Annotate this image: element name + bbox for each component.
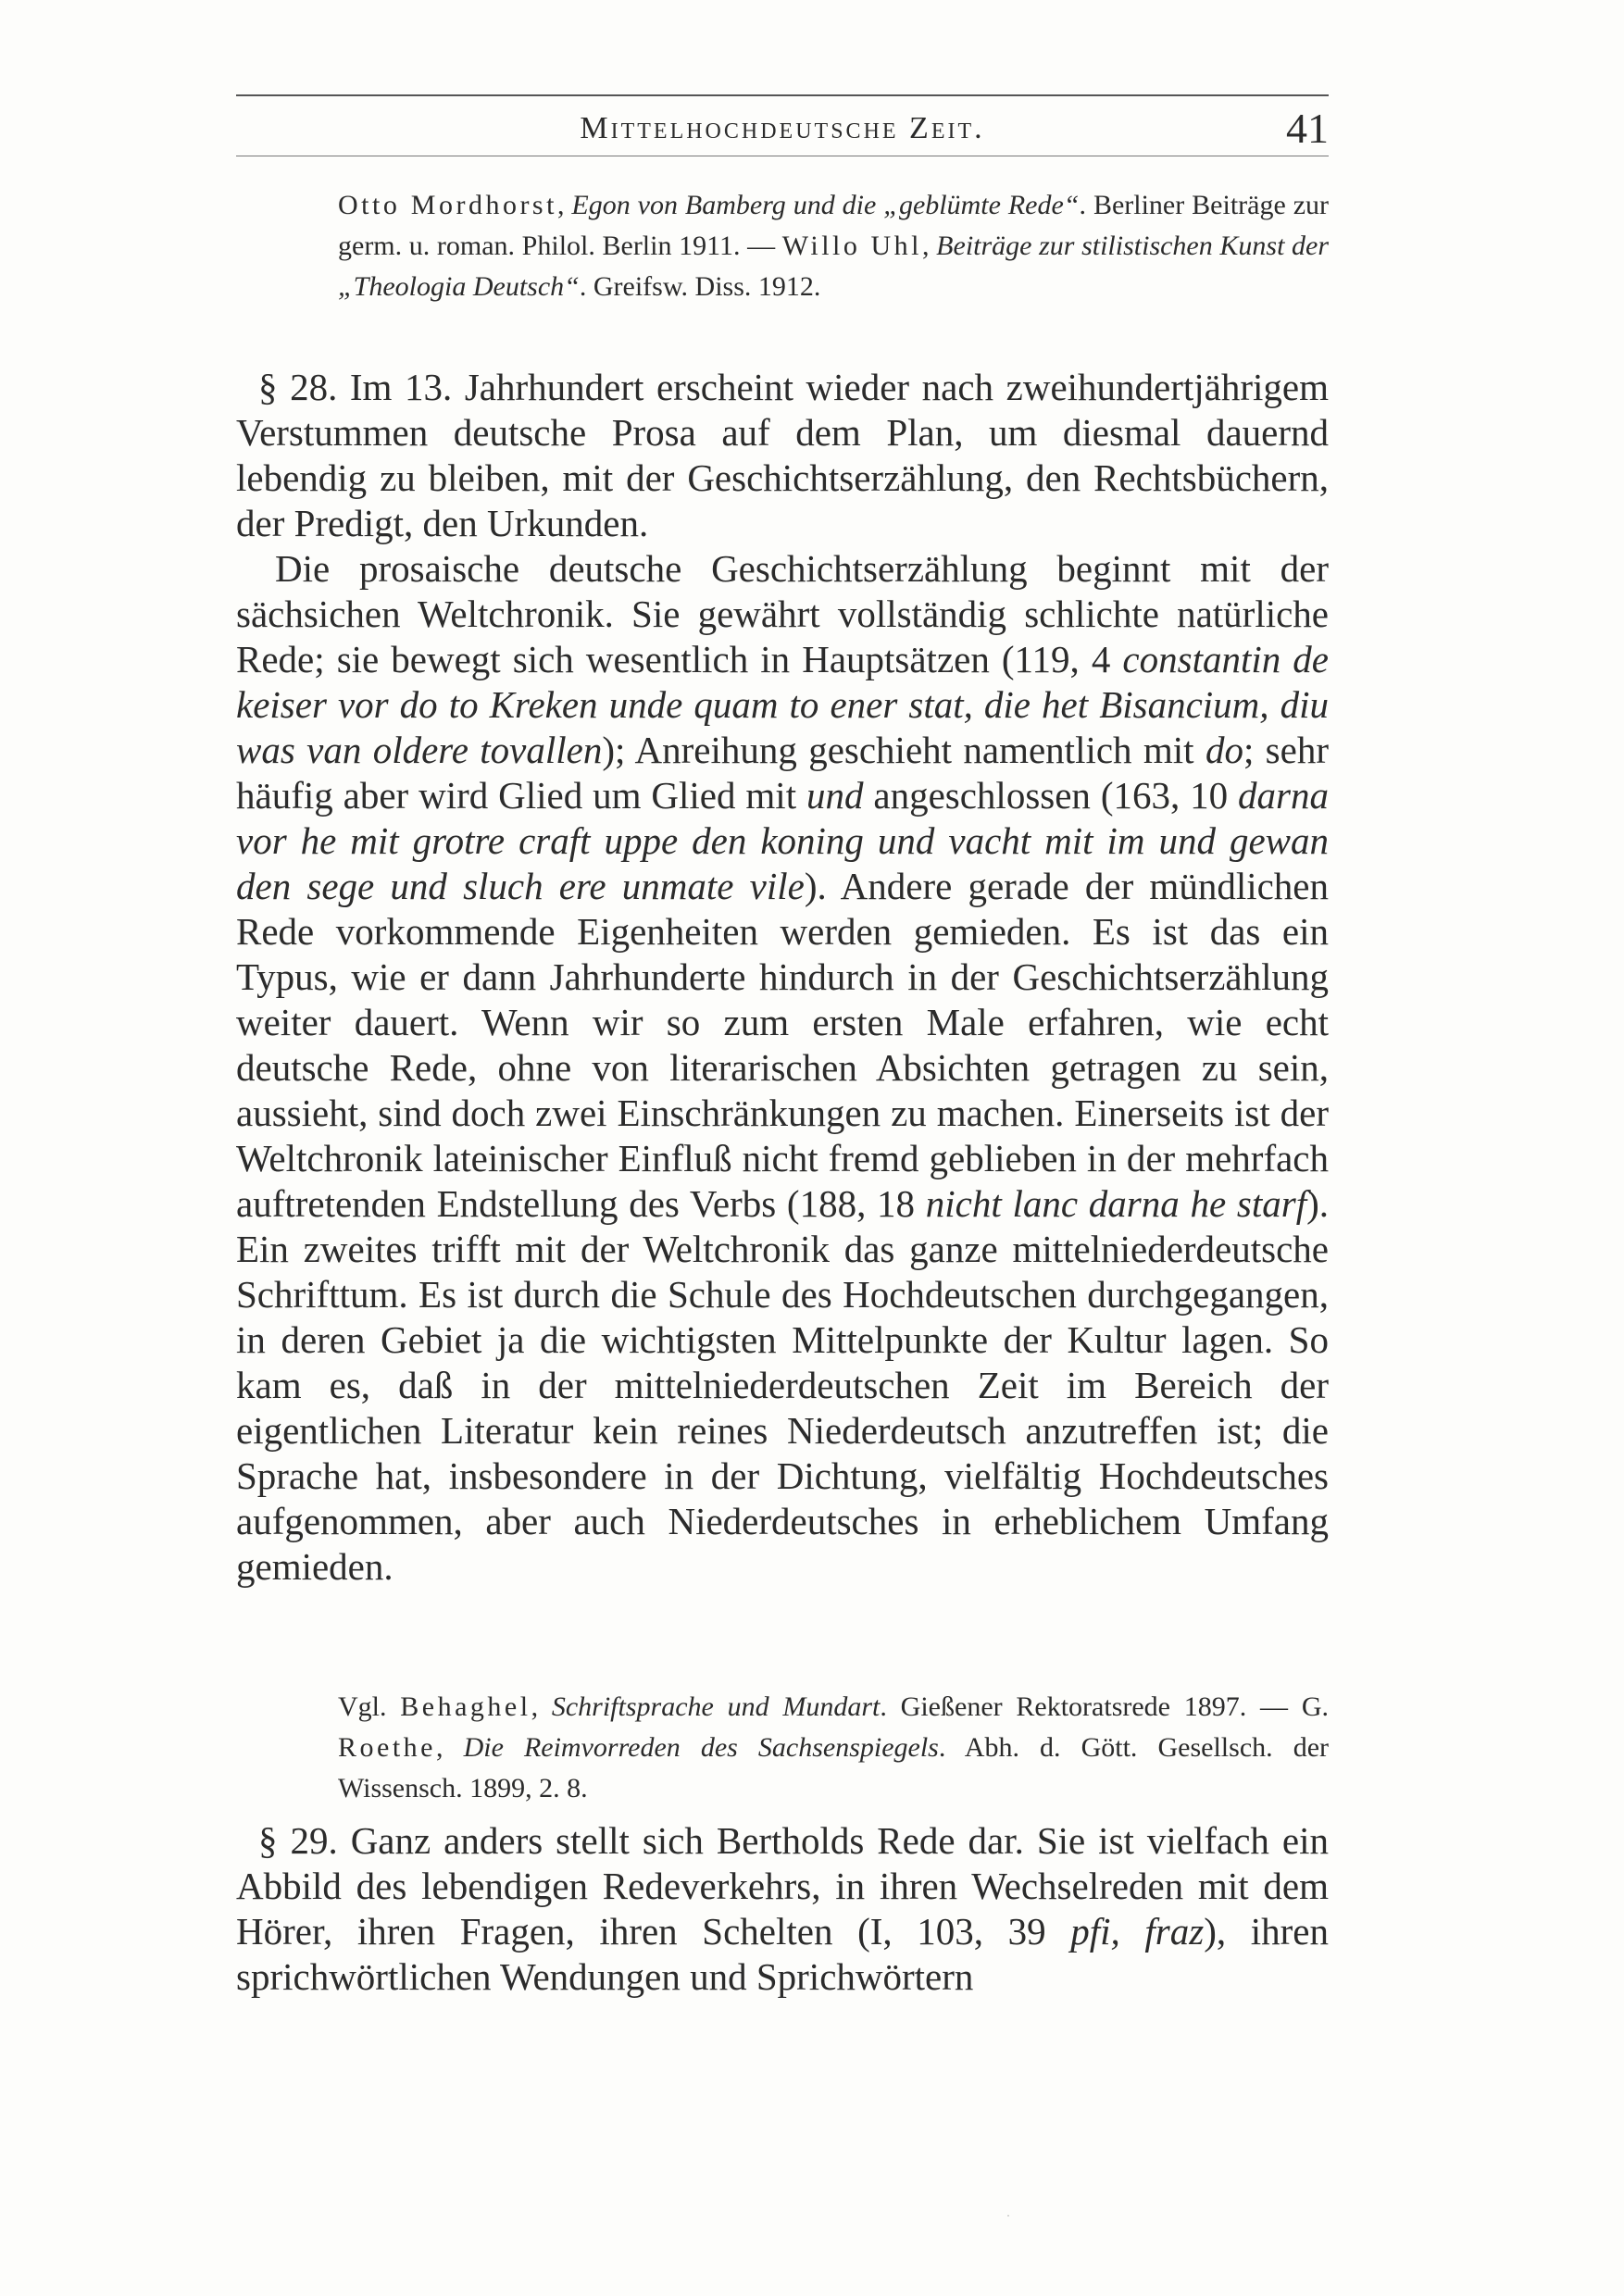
text-run: ,	[435, 1732, 464, 1763]
text-run: ; sehr häufig aber wird Glied um Glied mit	[236, 729, 1329, 817]
author-name: Otto Mordhorst	[338, 190, 557, 220]
author-name: Willo Uhl	[781, 231, 923, 261]
author-name: Behaghel	[400, 1691, 531, 1722]
quotation: do	[1205, 729, 1243, 771]
running-head	[236, 104, 1329, 150]
text-run: . Abh. d. Gött. Gesellsch. der Wissensch. 1899, 2. 8.	[338, 1732, 1330, 1803]
running-head-title: Mittelhochdeutsche Zeit.	[580, 111, 985, 145]
text-run: ), ihren sprichwörtlichen Wendungen und Sprichwörtern	[236, 1910, 1330, 1998]
text-run: . Berliner Beiträge zur germ. u. roman. Philol. Berlin 1911. —	[338, 190, 1330, 261]
text-run: Die prosaische deutsche Geschichtserzählung beginnt mit der sächsichen Weltchronik. Sie gewährt vollständig schlichte natürliche Rede; sie bewegt sich wesentlich in Hauptsätzen (119, 4	[236, 547, 1329, 680]
author-name: Roethe	[338, 1732, 436, 1763]
text-run: ,	[556, 190, 572, 220]
paragraph-section-29	[236, 1818, 1329, 2000]
quotation: und	[806, 774, 864, 817]
text-run: . Gießener Rektoratsrede 1897. — G.	[880, 1691, 1330, 1722]
text-run: § 29. Ganz anders stellt sich Bertholds Rede dar. Sie ist vielfach ein Abbild des lebendigen Redeverkehrs, in ihren Wechselreden mit dem Hörer, ihren Fragen, ihren Schelten (I, 103, 39	[236, 1819, 1329, 1953]
text-run: angeschlossen (163, 10	[863, 774, 1239, 817]
work-title: Schriftsprache und Mundart	[551, 1691, 881, 1722]
paragraph-section-28: § 28. Im 13. Jahrhundert erscheint wieder nach zweihundertjährigem Verstummen deutsche Prosa auf dem Plan, um diesmal dauernd lebendig zu bleiben, mit der Geschichtserzählung, den Rechtsbüchern, der Predigt, den Urkunden.	[236, 366, 1329, 544]
body-text	[236, 365, 1329, 1590]
text-run: ,	[531, 1691, 552, 1722]
quotation: pfi, fraz	[1070, 1910, 1205, 1953]
quotation: constantin de keiser vor do to Kreken unde quam to ener stat, die het Bisancium, diu was van oldere tovallen	[236, 638, 1330, 771]
paragraph-weltchronik	[236, 546, 1329, 1590]
work-title: Die Reimvorreden des Sachsenspiegels	[463, 1732, 939, 1763]
page-number: 41	[1286, 105, 1329, 152]
text-run: ). Andere gerade der mündlichen Rede vorkommende Eigenheiten werden gemieden. Es ist das ein Typus, wie er dann Jahrhunderte hindurch in der Geschichtserzählung weiter dauert. Wenn wir so zum ersten Male erfahren, wie echt deutsche Rede, ohne von literarischen Absichten getragen zu sein, aussieht, sind doch zwei Einschränkungen zu machen. Einerseits ist der Weltchronik lateinischer Einfluß nicht fremd geblieben in der mehrfach auftretenden Endstellung des Verbs (188, 18	[236, 865, 1329, 1225]
work-title: Beiträge zur stilistischen Kunst der „Theologia Deutsch“	[338, 231, 1330, 302]
bibliography-block-1	[236, 185, 1329, 307]
bibliography-block-2	[236, 1687, 1329, 1809]
scan-speck: ·	[1006, 2209, 1010, 2222]
body-text-2	[236, 1818, 1329, 2000]
text-run: ,	[922, 231, 937, 261]
text-run: . Greifsw. Diss. 1912.	[579, 271, 821, 302]
text-run: ); Anreihung geschieht namentlich mit	[602, 729, 1206, 771]
quotation: darna vor he mit grotre craft uppe den koning und vacht mit im und gewan den sege und sluch ere unmate vile	[236, 774, 1330, 907]
quotation: nicht lanc darna he starf	[925, 1182, 1307, 1225]
text-run: ). Ein zweites trifft mit der Weltchronik das ganze mittelniederdeutsche Schrifttum. Es ist durch die Schule des Hochdeutschen durchgegangen, in deren Gebiet ja die wichtigsten Mittelpunkte der Kultur lagen. So kam es, daß in der mittelniederdeutschen Zeit im Bereich der eigentlichen Literatur kein reines Niederdeutsch anzutreffen ist; die Sprache hat, insbesondere in der Dichtung, vielfältig Hochdeutsches aufgenommen, aber auch Niederdeutsches in erheblichem Umfang gemieden.	[236, 1182, 1329, 1588]
header-rule-top	[236, 94, 1329, 96]
work-title: Egon von Bamberg und die „geblümte Rede“	[571, 190, 1080, 220]
text-run: Vgl.	[338, 1691, 401, 1722]
